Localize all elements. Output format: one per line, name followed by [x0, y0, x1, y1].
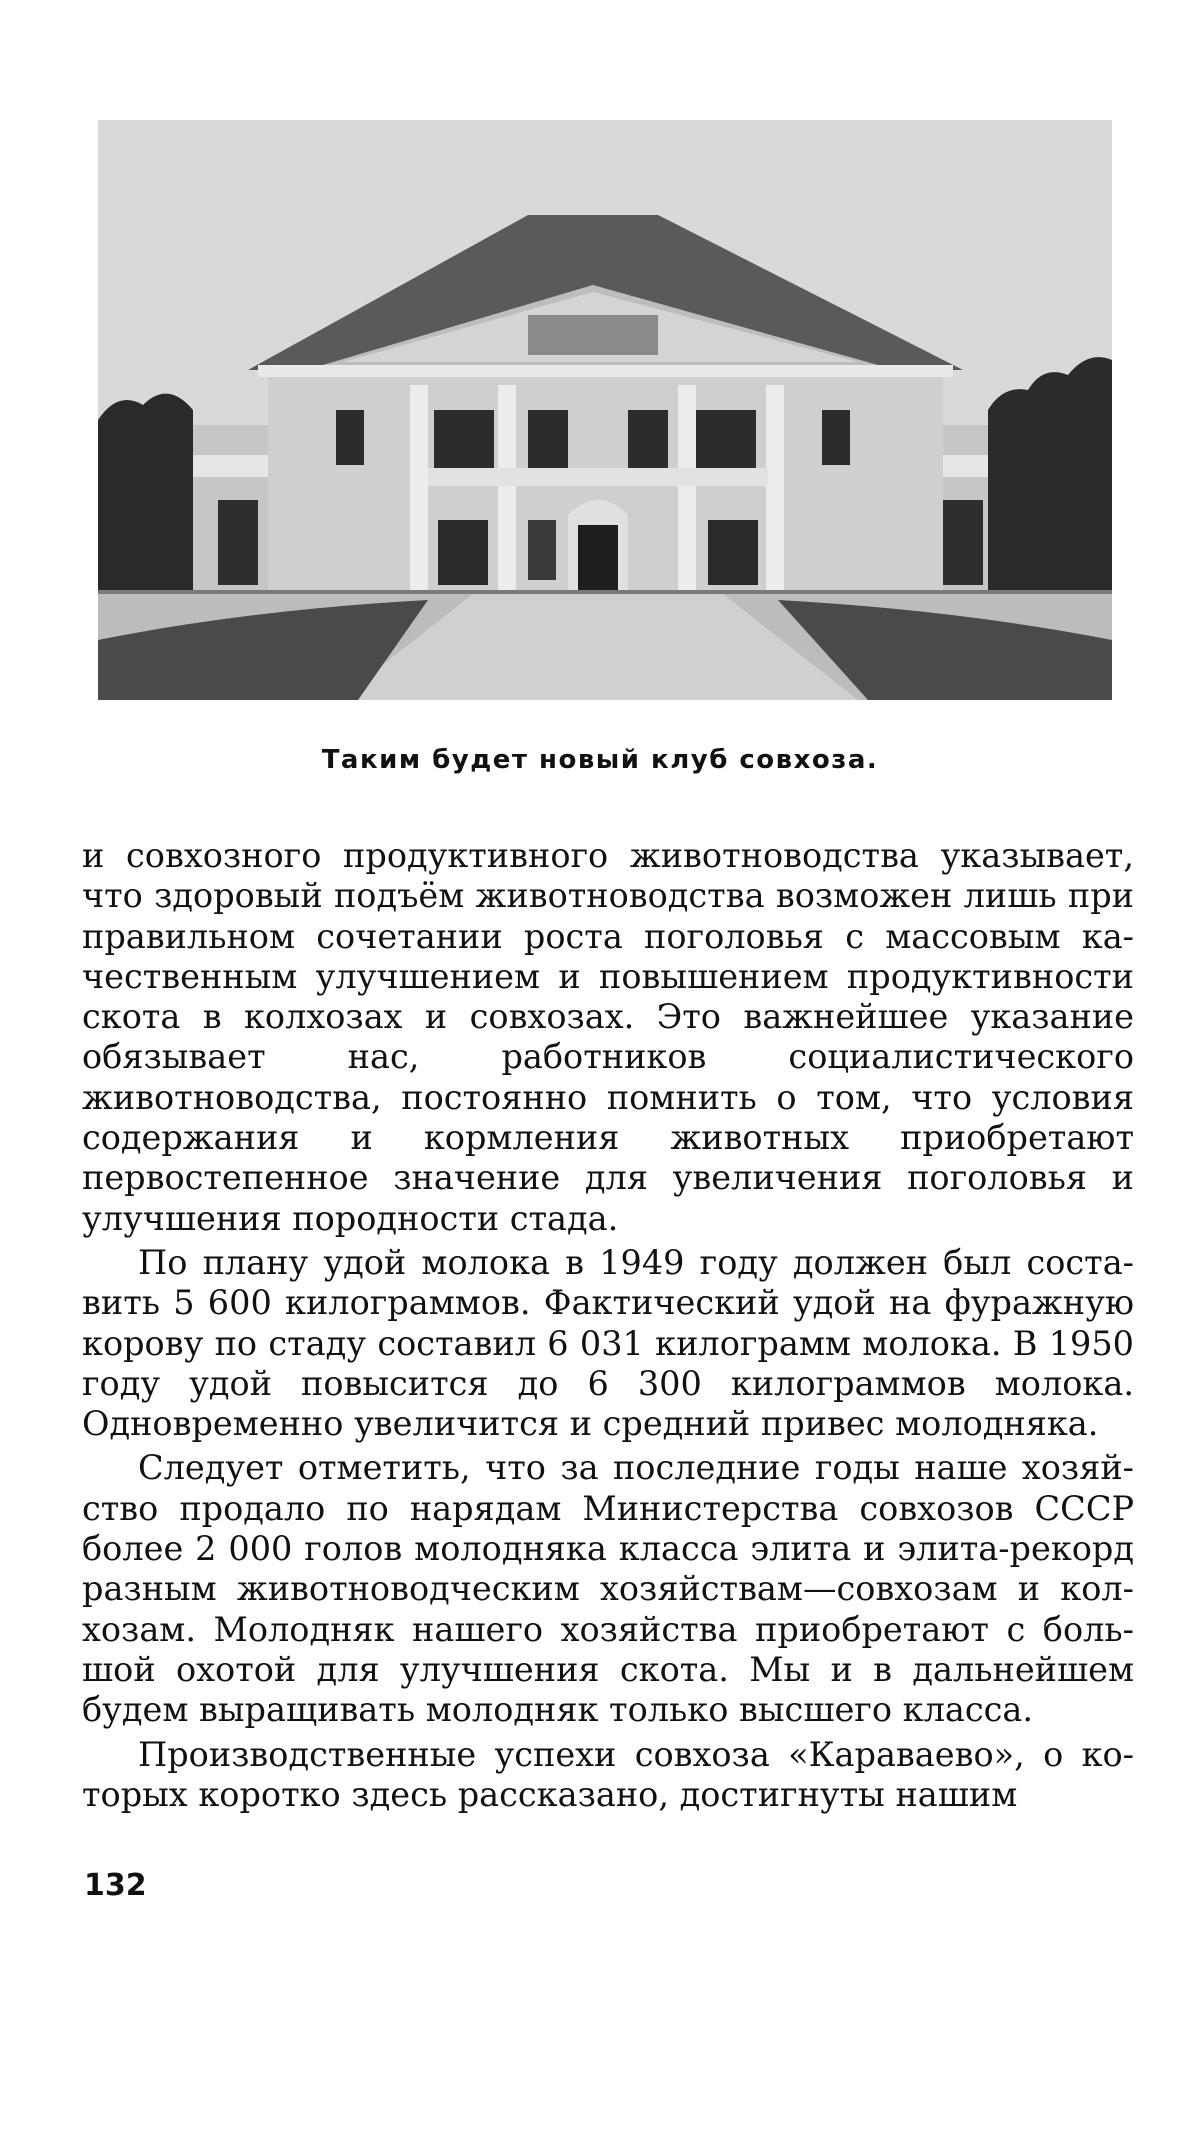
body-text: [82, 836, 1134, 1815]
paragraph-4: Производственные успехи совхоза «Караваево», о которых коротко здесь рассказано, достигнуты нашим: [82, 1734, 1134, 1814]
figure-caption: Таким будет новый клуб совхоза.: [321, 745, 879, 775]
club-building-illustration: [98, 120, 1112, 700]
paragraph-2: По плану удой молока в 1949 году должен был составить 5 600 килограммов. Фактический удой на фуражную корову по стаду составил 6 031 килограмм молока. В 1950 году удой повысится до 6 300 килограммов молока. Одновременно увеличится и средний привес молодняка.: [82, 1242, 1134, 1444]
club-building-photo: [98, 120, 1112, 700]
paragraph-3: Следует отметить, что за последние годы наше хозяйство продало по нарядам Министерства совхозов СССР более 2 000 голов молодняка класса элита и элита-рекорд разным животноводческим хозяйствам—совхозам и колхозам. Молодняк нашего хозяйства приобретают с большой охотой для улучшения скота. Мы и в дальнейшем будем выращивать молодняк только высшего класса.: [82, 1448, 1134, 1730]
paragraph-1: и совхозного продуктивного животноводства указывает, что здоровый подъём животноводства возможен лишь при правильном сочетании роста поголовья с массовым качественным улучшением и повышением продуктивности скота в колхозах и совхозах. Это важнейшее указание обязывает нас, работников социалистического животноводства, постоянно помнить о том, что условия содержания и кормления животных приобретают первостепенное значение для увеличения поголовья и улучшения породности стада.: [82, 836, 1134, 1238]
page-number: 132: [84, 1868, 147, 1903]
